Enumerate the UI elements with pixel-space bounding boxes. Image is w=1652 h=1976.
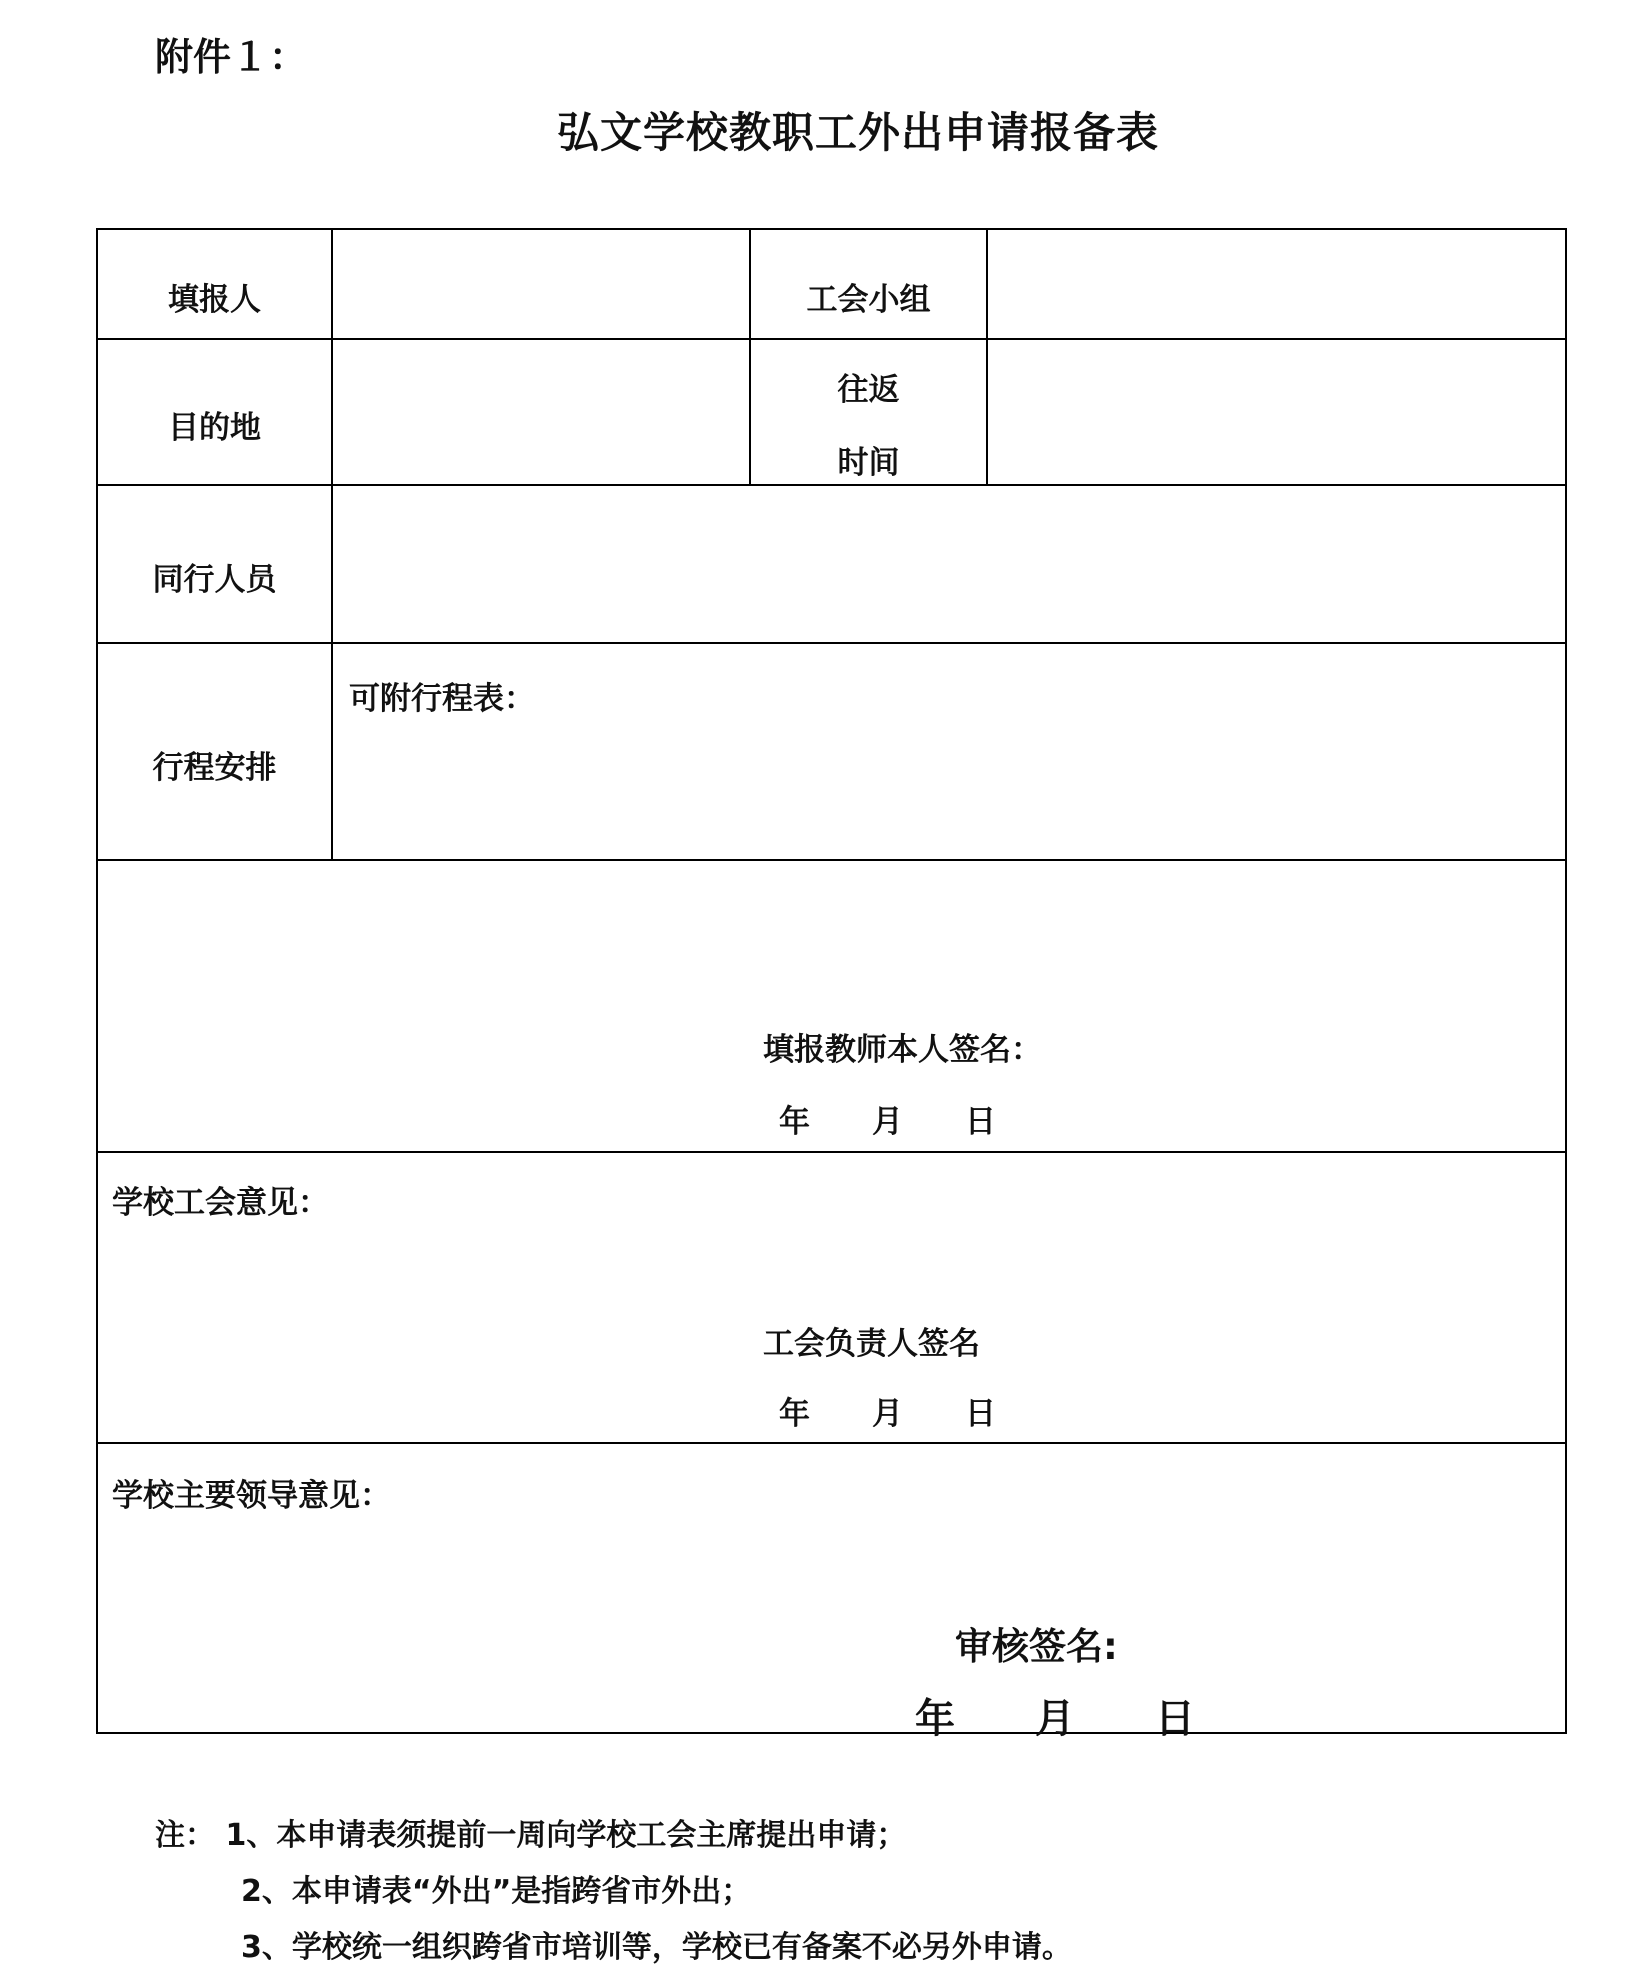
- leader-opinion-label: 学校主要领导意见：: [112, 1478, 391, 1514]
- destination-field[interactable]: [333, 340, 749, 484]
- itinerary-label: 行程安排: [152, 750, 277, 786]
- round-trip-label-line1: 往返: [837, 372, 900, 408]
- round-trip-time-field[interactable]: [988, 340, 1565, 484]
- note-line-2: 2、本申请表“外出”是指跨省市外出；: [241, 1874, 752, 1909]
- review-signature-label: 审核签名:: [955, 1625, 1118, 1668]
- reporter-field[interactable]: [333, 230, 749, 338]
- form-title: 弘文学校教职工外出申请报备表: [556, 108, 1159, 157]
- notes: [155, 1808, 1072, 1976]
- application-form: [96, 228, 1567, 1742]
- union-signature-date: 年 月 日: [779, 1396, 996, 1432]
- review-signature-date: 年 月 日: [915, 1696, 1195, 1742]
- destination-label: 目的地: [168, 410, 261, 446]
- companions-field[interactable]: [333, 486, 1565, 642]
- round-trip-label-line2: 时间: [837, 445, 900, 481]
- reporter-label: 填报人: [168, 282, 261, 318]
- note-line-1: 注： 1、本申请表须提前一周向学校工会主席提出申请；: [155, 1818, 907, 1853]
- union-signature-label: 工会负责人签名: [763, 1326, 980, 1362]
- note-line-3: 3、学校统一组织跨省市培训等，学校已有备案不必另外申请。: [241, 1930, 1072, 1965]
- itinerary-hint: 可附行程表：: [349, 681, 535, 717]
- teacher-signature-date: 年 月 日: [779, 1104, 996, 1140]
- teacher-signature-label: 填报教师本人签名：: [763, 1032, 1042, 1068]
- union-opinion-label: 学校工会意见：: [112, 1185, 329, 1221]
- attachment-label: 附件１：: [155, 35, 308, 79]
- companions-label: 同行人员: [152, 562, 277, 598]
- union-group-label: 工会小组: [806, 282, 931, 318]
- leader-opinion-area[interactable]: [98, 1444, 1565, 1734]
- itinerary-field[interactable]: [333, 644, 1565, 859]
- union-group-field[interactable]: [988, 230, 1565, 338]
